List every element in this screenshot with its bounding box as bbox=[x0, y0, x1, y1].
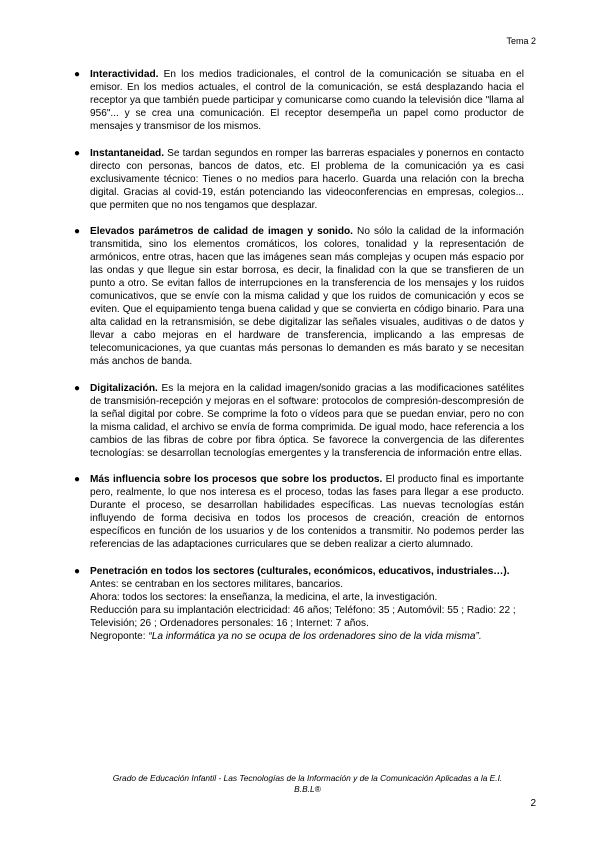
bullet-icon: ● bbox=[74, 226, 81, 237]
item-term: Elevados parámetros de calidad de imagen y sonido. bbox=[90, 226, 353, 237]
item-term: Interactividad. bbox=[90, 69, 159, 80]
footer-course: Grado de Educación Infantil - Las Tecnologías de la Información y de la Comunicación Aplicadas a la E.I. bbox=[112, 773, 503, 783]
quote-line bbox=[90, 630, 524, 643]
sector-line-before: Antes: se centraban en los sectores militares, bancarios. bbox=[90, 578, 344, 590]
document-body bbox=[74, 68, 525, 656]
page-number: 2 bbox=[530, 798, 536, 809]
sector-line-reduction: Reducción para su implantación electricidad: 46 años; Teléfono: 35 ; Automóvil: 55 ; Radio: 22 ; Televisión; 26 ; Ordenadores personales: 16 ; Internet: 7 años. bbox=[90, 604, 516, 629]
bullet-icon: ● bbox=[74, 147, 81, 159]
item-text: Se tardan segundos en romper las barreras espaciales y ponernos en contacto directo con personas, bancos de datos, etc. El problema de la comunicación ya es casi exclusivamente técnico: Tienes o no medios para hacerlo. Guarda una relación con la brecha digital. Gracias al covid-19, están potenciando las videoconferencias en empresas, colegios... que permiten que no nos tengamos que desplazar. bbox=[90, 147, 524, 211]
bullet-icon: ● bbox=[74, 474, 81, 485]
list-item bbox=[74, 147, 524, 212]
quote-author: Negroponte: bbox=[90, 630, 149, 642]
item-term: Más influencia sobre los procesos que sobre los productos. bbox=[90, 474, 383, 485]
item-term: Digitalización. bbox=[90, 382, 158, 394]
item-term: Penetración en todos los sectores (culturales, económicos, educativos, industriales…). bbox=[90, 565, 510, 577]
list-item bbox=[74, 382, 524, 460]
bullet-list bbox=[74, 68, 525, 643]
item-text: El producto final es importante pero, realmente, lo que nos interesa es el proceso, todas las fases para llegar a ese producto. Durante el proceso, se desarrollan habilidades específicas. Las nuevas tecnologías están influyendo de forma decisiva en todos los procesos de creación, creación de entornos específicos en función de los usuarios y de los contenidos a transmitir. No podemos perder las referencias de las adaptaciones curriculares que se deben realizar a cierto alumnado. bbox=[90, 474, 524, 550]
sector-line-now: Ahora: todos los sectores: la enseñanza, la medicina, el arte, la investigación. bbox=[90, 591, 438, 603]
quote-text: “La informática ya no se ocupa de los ordenadores sino de la vida misma”. bbox=[148, 630, 482, 642]
item-text: No sólo la calidad de la información transmitida, sino los elementos cromáticos, los colores, tonalidad y la representación de armónicos, entre otras, hacen que las imágenes sean más complejas y ocupen más espacio por las ondas y que llegue sin estar borrosa, es decir, la finalidad con la que se transfieren de un punto a otro. Se evitan fallos de interrupciones en la transferencia de los mensajes y los ruidos comunicativos, que se envíe con la misma calidad y que los ruidos de comunicación y ecos se eviten. Que el equipamiento tenga buena calidad y que se convierta en código binario. Para una alta calidad en la retransmisión, se debe digitalizar las señales visuales, auditivas o de datos y llevar a cabo mejoras en el hardware de transferencia, implicando a las empresas de telecomunicaciones, ya que cuantas más personas lo demanden es más barato y se necesitan más anchos de banda. bbox=[90, 226, 525, 367]
footer-author: B.B.L® bbox=[294, 784, 321, 794]
list-item bbox=[74, 68, 524, 133]
bullet-icon: ● bbox=[74, 565, 81, 577]
item-text: Es la mejora en la calidad imagen/sonido gracias a las modificaciones satélites de transmisión-recepción y mejoras en el software: protocolos de compresión-descompresión de la señal digital por cobre. Se comprime la foto o vídeos para que se puedan enviar, pero no con la misma calidad, el archivo se envía de forma comprimida. De igual modo, hace referencia a los cambios de las fibras de cobre por fibra óptica. Se favorece la convergencia de las diferentes tecnologías: se desarrollan tecnologías emergentes y la transferencia de información entre ellas. bbox=[90, 382, 524, 459]
list-item bbox=[74, 565, 524, 643]
bullet-icon: ● bbox=[74, 382, 81, 394]
bullet-icon: ● bbox=[74, 69, 81, 80]
list-item bbox=[74, 473, 524, 551]
list-item bbox=[74, 225, 525, 368]
item-term: Instantaneidad. bbox=[90, 147, 165, 159]
page-header: Tema 2 bbox=[506, 36, 536, 46]
item-text: En los medios tradicionales, el control de la comunicación se situaba en el emisor. En los medios actuales, el control de la comunicación, se está desplazando hacia el receptor ya que también puede participar y comunicarse como cuando la televisión dice "llama al 956"... y se crea una comunicación. El receptor desempeña un papel como productor de mensajes y transmisor de los mismos. bbox=[90, 69, 524, 132]
page-footer bbox=[80, 773, 535, 795]
